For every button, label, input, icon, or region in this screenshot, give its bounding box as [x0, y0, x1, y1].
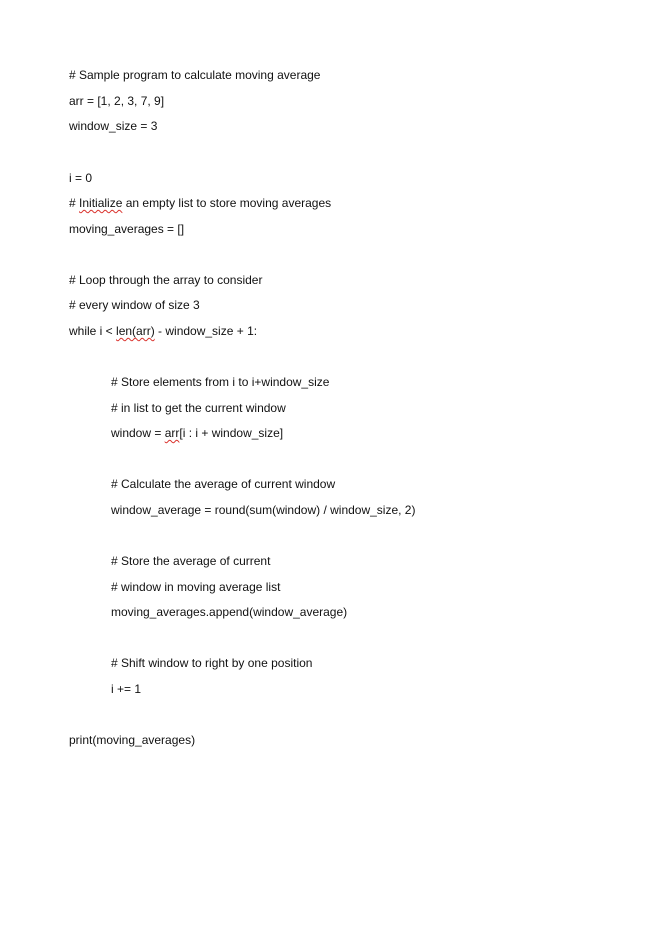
code-line-comment-shift: # Shift window to right by one position: [111, 656, 313, 670]
comment-rest: an empty list to store moving averages: [122, 196, 332, 210]
code-line-window-average: window_average = round(sum(window) / window_size, 2): [111, 503, 416, 517]
code-line-comment-window-list: # window in moving average list: [111, 580, 281, 594]
code-line-i-init: i = 0: [69, 171, 93, 185]
code-line-comment-store-average: # Store the average of current: [111, 554, 271, 568]
code-line-window-size: window_size = 3: [69, 119, 158, 133]
code-line-comment-loop: # Loop through the array to consider: [69, 273, 263, 287]
code-line-comment-current-window: # in list to get the current window: [111, 401, 286, 415]
code-line-moving-averages: moving_averages = []: [69, 222, 185, 236]
code-line-comment-title: # Sample program to calculate moving average: [69, 68, 321, 82]
code-line-comment-calculate: # Calculate the average of current window: [111, 477, 336, 491]
code-line-comment-store-elements: # Store elements from i to i+window_size: [111, 375, 330, 389]
code-line-comment-every-window: # every window of size 3: [69, 298, 200, 312]
code-line-window-slice: [111, 424, 283, 442]
spellcheck-word-arr: arr: [164, 426, 180, 440]
code-line-comment-initialize: [69, 194, 331, 212]
while-rest: - window_size + 1:: [154, 324, 258, 338]
code-line-arr: arr = [1, 2, 3, 7, 9]: [69, 94, 165, 108]
window-slice-rest: [i : i + window_size]: [179, 426, 284, 440]
comment-prefix: #: [69, 196, 80, 210]
code-line-while: [69, 322, 257, 340]
window-assign: window =: [111, 426, 165, 440]
spellcheck-word-initialize: Initialize: [79, 196, 123, 210]
code-line-print: print(moving_averages): [69, 733, 196, 747]
code-line-increment: i += 1: [111, 682, 142, 696]
spellcheck-word-len-arr: len(arr): [116, 324, 155, 338]
code-line-append: moving_averages.append(window_average): [111, 605, 348, 619]
while-prefix: while i <: [69, 324, 117, 338]
